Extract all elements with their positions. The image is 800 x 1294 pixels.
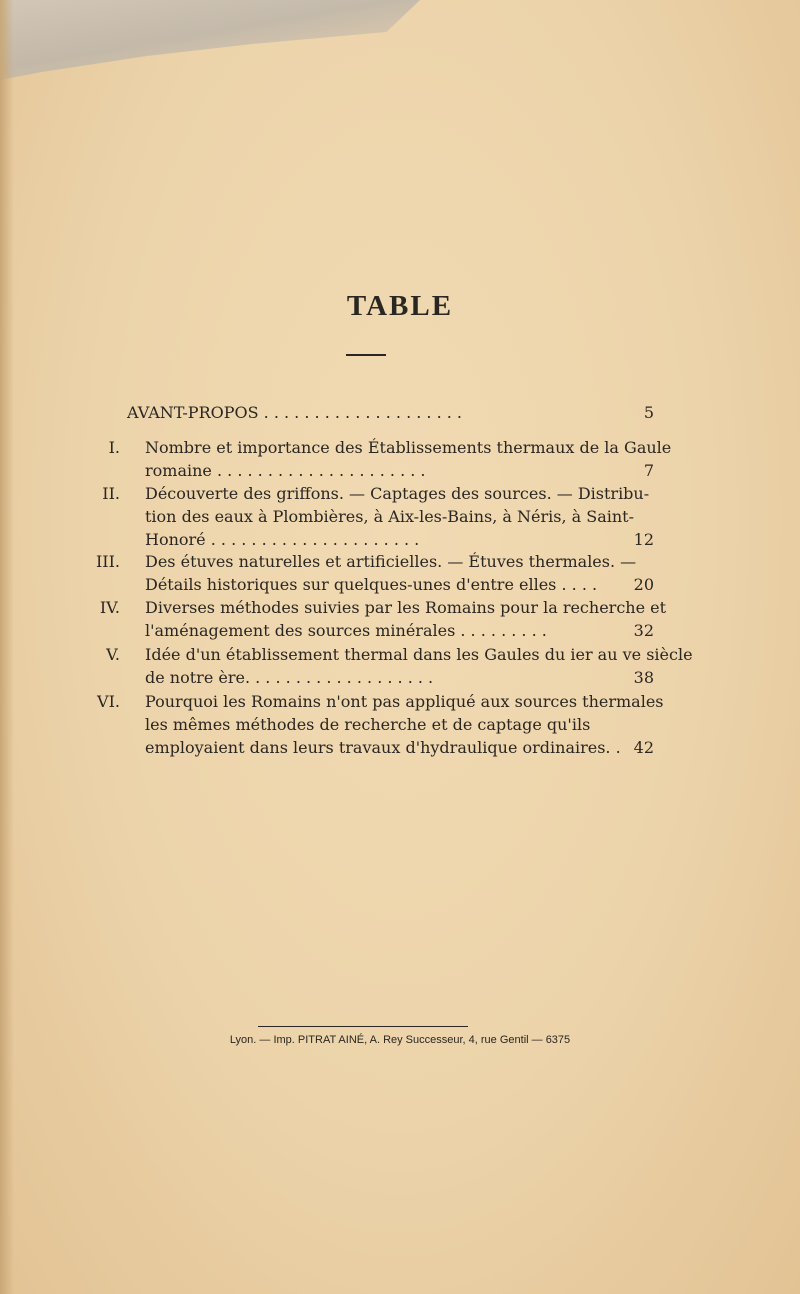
page-title: TABLE <box>346 290 454 322</box>
toc-page-number: 38 <box>633 668 654 687</box>
toc-page-number: 5 <box>643 403 654 422</box>
toc-page-number: 20 <box>633 575 654 594</box>
toc-chapter-number: V. <box>106 645 120 664</box>
imprint-divider <box>258 1026 468 1027</box>
toc-entry-text: romaine . . . . . . . . . . . . . . . . . . . . . <box>145 461 426 480</box>
toc-chapter-number: III. <box>95 552 120 571</box>
toc-page-number: 12 <box>633 530 654 549</box>
toc-page-number: 32 <box>633 621 654 640</box>
page-edge-shadow <box>0 0 14 1294</box>
toc-page-number: 42 <box>633 738 654 757</box>
toc-entry-text: les mêmes méthodes de recherche et de captage qu'ils <box>145 715 591 734</box>
torn-paper-corner <box>0 0 420 80</box>
toc-chapter-number: IV. <box>99 598 120 617</box>
toc-chapter-number: VI. <box>97 692 120 711</box>
toc-entry-text: Nombre et importance des Établissements thermaux de la Gaule <box>145 438 672 457</box>
toc-entry-text: Des étuves naturelles et artificielles. — Étuves thermales. — <box>145 552 637 571</box>
toc-entry-text: Pourquoi les Romains n'ont pas appliqué aux sources thermales <box>145 692 664 711</box>
toc-chapter-number: II. <box>102 484 120 503</box>
toc-entry-text: employaient dans leurs travaux d'hydraulique ordinaires. . <box>145 738 621 757</box>
toc-entry-text: Idée d'un établissement thermal dans les Gaules du ier au ve siècle <box>145 645 693 664</box>
toc-entry-text: Diverses méthodes suivies par les Romains pour la recherche et <box>145 598 667 617</box>
toc-entry-text: l'aménagement des sources minérales . . . . . . . . . <box>145 621 547 640</box>
toc-entry-text: tion des eaux à Plombières, à Aix-les-Bains, à Néris, à Saint- <box>145 507 635 526</box>
printer-imprint: Lyon. — Imp. PITRAT AINÉ, A. Rey Successeur, 4, rue Gentil — 6375 <box>229 1034 571 1046</box>
toc-entry-text: AVANT-PROPOS . . . . . . . . . . . . . . . . . . . . <box>127 403 463 422</box>
toc-entry-text: Découverte des griffons. — Captages des sources. — Distribu- <box>145 484 650 503</box>
toc-entry-text: Détails historiques sur quelques-unes d'entre elles . . . . <box>145 575 598 594</box>
toc-entry-text: de notre ère. . . . . . . . . . . . . . . . . . . <box>145 668 434 687</box>
title-divider <box>346 354 386 356</box>
toc-entry-text: Honoré . . . . . . . . . . . . . . . . . . . . . <box>145 530 420 549</box>
toc-page-number: 7 <box>643 461 654 480</box>
toc-chapter-number: I. <box>108 438 120 457</box>
